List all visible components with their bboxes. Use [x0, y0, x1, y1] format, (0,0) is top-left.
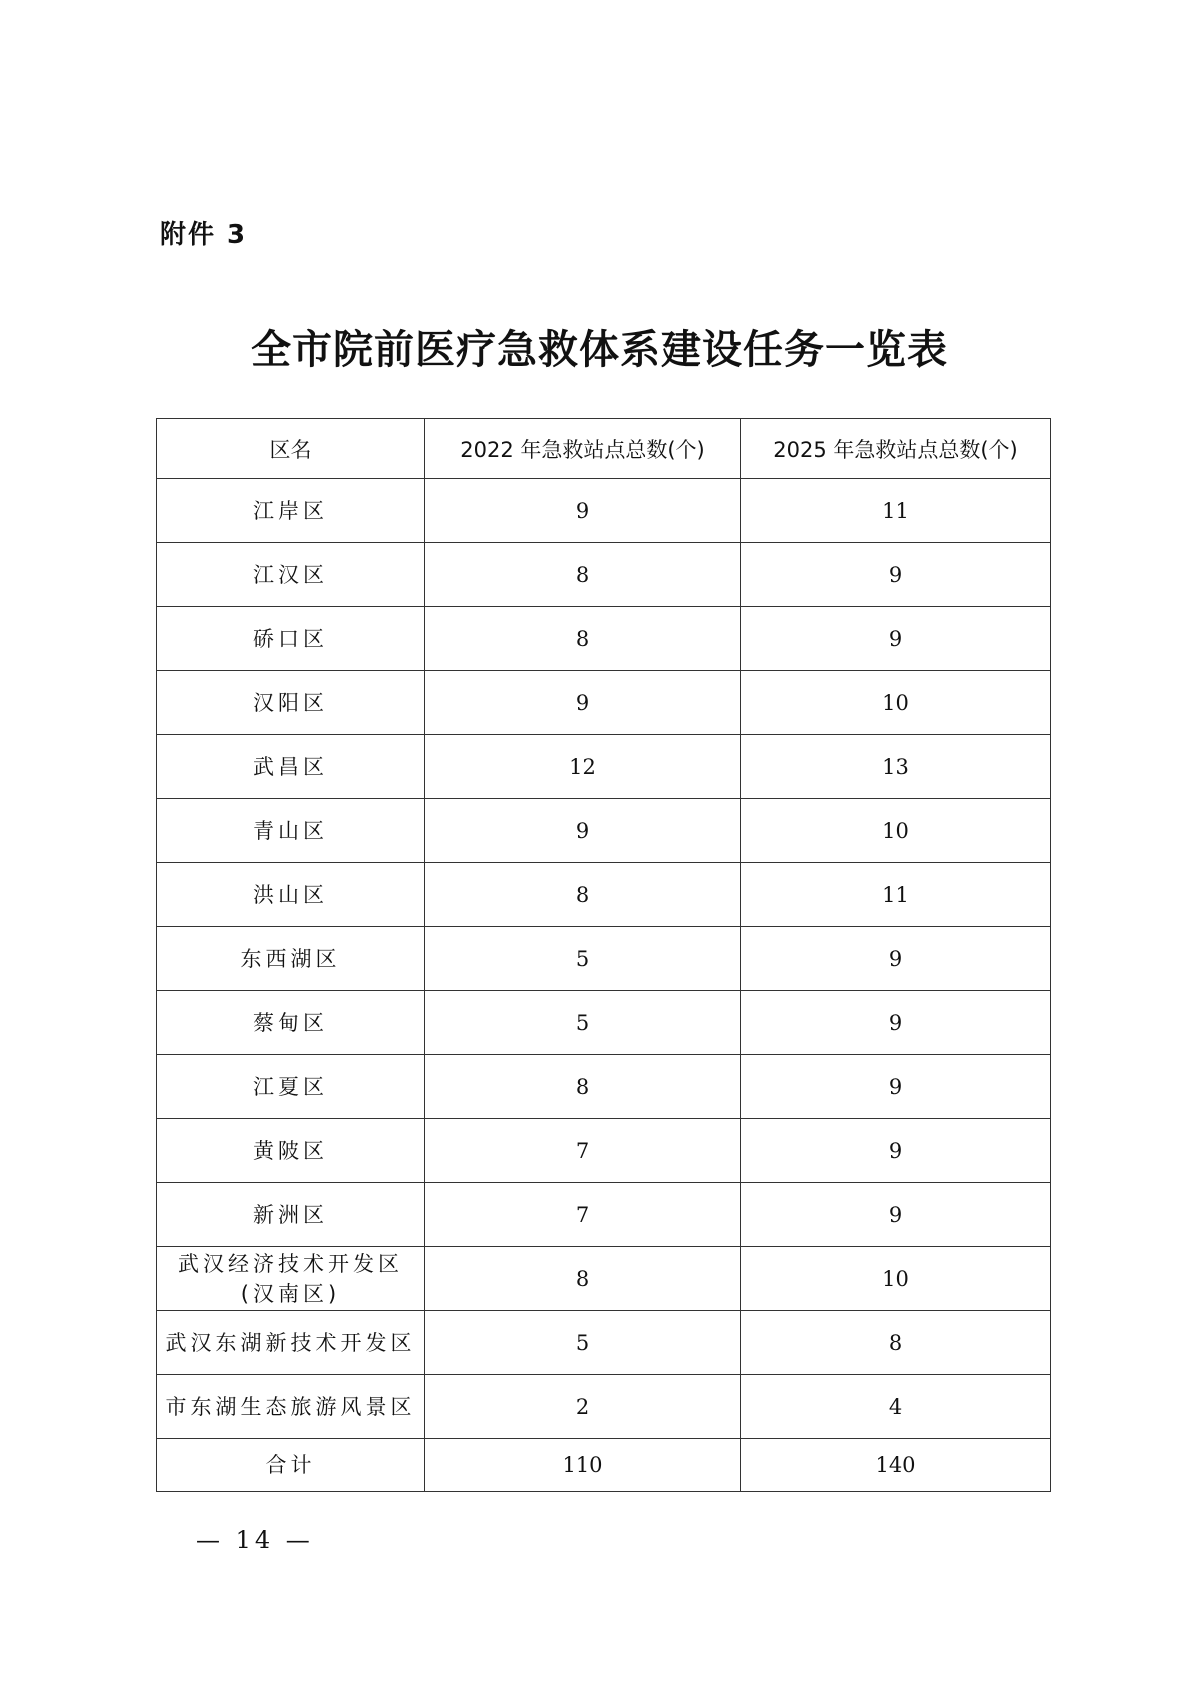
- table-row: [157, 1311, 1051, 1375]
- count-2025-cell: 9: [741, 927, 1051, 991]
- district-name-cell: 江汉区: [157, 543, 425, 607]
- count-2025-cell: 9: [741, 607, 1051, 671]
- count-2025-cell: 8: [741, 1311, 1051, 1375]
- page-number: — 14 —: [196, 1526, 314, 1554]
- count-2022-cell: 9: [425, 671, 741, 735]
- total-2022: 110: [425, 1439, 741, 1492]
- count-2022-cell: 9: [425, 799, 741, 863]
- count-2022-cell: 5: [425, 991, 741, 1055]
- district-name-cell: 汉阳区: [157, 671, 425, 735]
- district-name-cell: 武汉东湖新技术开发区: [157, 1311, 425, 1375]
- count-2025-cell: 11: [741, 479, 1051, 543]
- header-2025-total: 2025 年急救站点总数(个): [741, 419, 1051, 479]
- page-title: 全市院前医疗急救体系建设任务一览表: [251, 326, 948, 373]
- count-2022-cell: 5: [425, 1311, 741, 1375]
- table-row: [157, 671, 1051, 735]
- count-2022-cell: 2: [425, 1375, 741, 1439]
- district-name-cell: 蔡甸区: [157, 991, 425, 1055]
- table-row: [157, 863, 1051, 927]
- district-name-cell: 市东湖生态旅游风景区: [157, 1375, 425, 1439]
- district-name-cell: 青山区: [157, 799, 425, 863]
- district-name-cell: 东西湖区: [157, 927, 425, 991]
- district-name-cell: 黄陂区: [157, 1119, 425, 1183]
- district-name-cell: 江岸区: [157, 479, 425, 543]
- table-row: [157, 543, 1051, 607]
- table-row: [157, 1247, 1051, 1311]
- table-row: [157, 927, 1051, 991]
- count-2025-cell: 13: [741, 735, 1051, 799]
- count-2025-cell: 10: [741, 1247, 1051, 1311]
- district-name-cell: 武汉经济技术开发区 (汉南区): [157, 1247, 425, 1311]
- district-name-cell: 武昌区: [157, 735, 425, 799]
- total-label: 合计: [157, 1439, 425, 1492]
- table-row: [157, 991, 1051, 1055]
- count-2025-cell: 9: [741, 1183, 1051, 1247]
- count-2025-cell: 10: [741, 799, 1051, 863]
- table-row: [157, 1183, 1051, 1247]
- district-name-cell: 新洲区: [157, 1183, 425, 1247]
- district-name-cell: 江夏区: [157, 1055, 425, 1119]
- tasks-table: [156, 418, 1051, 1492]
- table-row: [157, 799, 1051, 863]
- count-2022-cell: 8: [425, 863, 741, 927]
- count-2022-cell: 8: [425, 607, 741, 671]
- header-2022-total: 2022 年急救站点总数(个): [425, 419, 741, 479]
- count-2025-cell: 9: [741, 543, 1051, 607]
- count-2025-cell: 10: [741, 671, 1051, 735]
- attachment-label: 附件 3: [160, 220, 248, 250]
- total-row: [157, 1439, 1051, 1492]
- count-2022-cell: 8: [425, 1055, 741, 1119]
- district-name-cell: 洪山区: [157, 863, 425, 927]
- table-header-row: [157, 419, 1051, 479]
- count-2025-cell: 9: [741, 991, 1051, 1055]
- count-2025-cell: 4: [741, 1375, 1051, 1439]
- count-2022-cell: 9: [425, 479, 741, 543]
- table-row: [157, 1375, 1051, 1439]
- table-row: [157, 1055, 1051, 1119]
- count-2022-cell: 7: [425, 1119, 741, 1183]
- table-row: [157, 479, 1051, 543]
- district-name-cell: 硚口区: [157, 607, 425, 671]
- count-2022-cell: 5: [425, 927, 741, 991]
- table-row: [157, 607, 1051, 671]
- count-2022-cell: 12: [425, 735, 741, 799]
- table-body: [157, 479, 1051, 1439]
- count-2025-cell: 11: [741, 863, 1051, 927]
- count-2022-cell: 8: [425, 1247, 741, 1311]
- count-2022-cell: 7: [425, 1183, 741, 1247]
- header-district: 区名: [157, 419, 425, 479]
- table-row: [157, 735, 1051, 799]
- total-2025: 140: [741, 1439, 1051, 1492]
- count-2025-cell: 9: [741, 1119, 1051, 1183]
- count-2022-cell: 8: [425, 543, 741, 607]
- table-row: [157, 1119, 1051, 1183]
- count-2025-cell: 9: [741, 1055, 1051, 1119]
